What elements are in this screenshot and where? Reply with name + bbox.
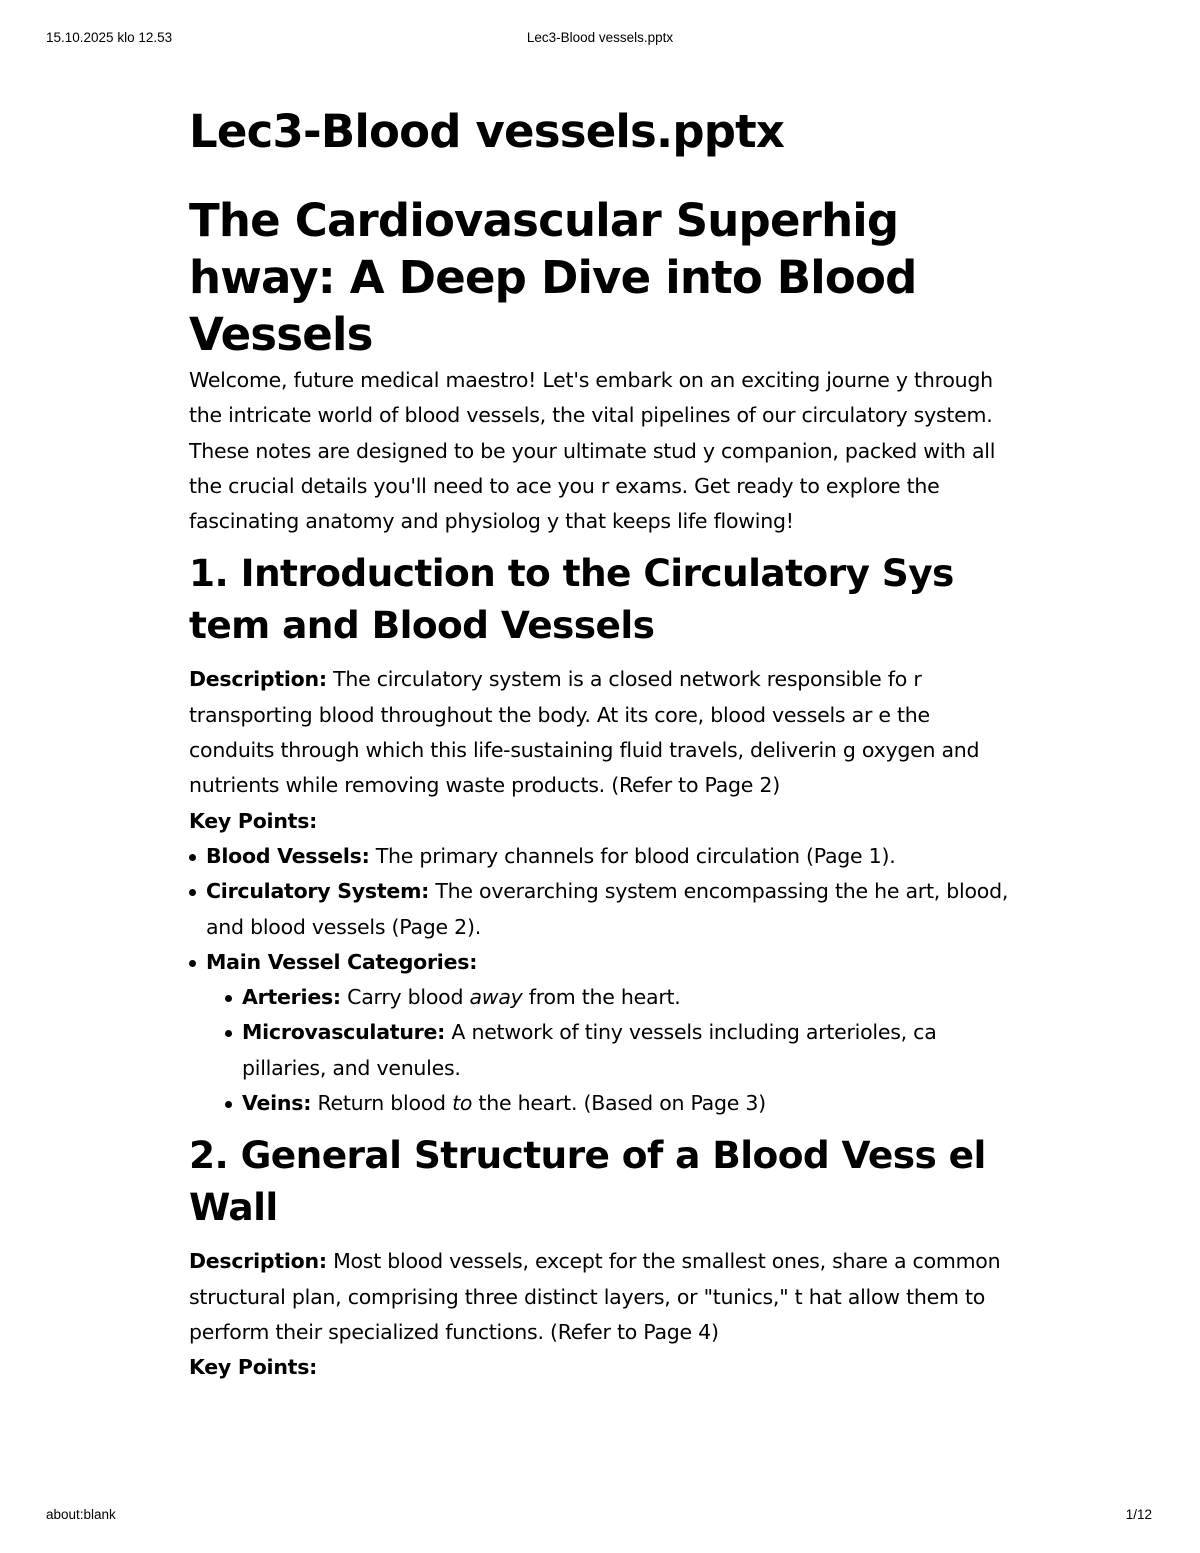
list-item [225, 980, 1019, 1015]
print-header [0, 30, 1200, 50]
section-2-body [189, 1244, 1019, 1385]
description-text: Most blood vessels, except for the smallest ones, share a common structural plan, comprising three distinct layers, or "tunics," t hat allow them to perform their specialized functions. (Refer to Page 4) [189, 1249, 1001, 1344]
print-url: about:blank [46, 1507, 116, 1522]
bullet-icon [225, 1030, 232, 1037]
key-points-label: Key Points: [189, 1355, 318, 1380]
list-item-label: Veins: [242, 1091, 312, 1116]
bullet-icon [225, 1101, 232, 1108]
bullet-icon [189, 889, 196, 896]
description-label: Description: [189, 1249, 327, 1274]
list-item [225, 1086, 1019, 1121]
emphasis-text: away [469, 985, 523, 1010]
document-page [189, 100, 1019, 1386]
list-item-text: the heart. (Based on Page 3) [472, 1091, 766, 1116]
list-item-label: Microvasculature: [242, 1020, 446, 1045]
key-points-label: Key Points: [189, 808, 318, 833]
list-item-text: The overarching system encompassing the he art, blood, and blood vessels (Page 2). [206, 879, 1009, 939]
vessel-categories-list [225, 980, 1019, 1121]
list-item-text: from the heart. [522, 985, 681, 1010]
list-item-text: Carry blood [340, 985, 470, 1010]
main-heading: The Cardiovascular Superhig hway: A Deep Dive into Blood Vessels [189, 194, 917, 361]
list-item [189, 839, 1019, 874]
list-item [189, 945, 1019, 1121]
list-item-label: Blood Vessels: [206, 843, 370, 868]
list-item [189, 874, 1019, 945]
intro-paragraph: Welcome, future medical maestro! Let's embark on an exciting journe y through the intricate world of blood vessels, the vital pipelines of our circulatory system. These notes are designed to be your ultimate stud y companion, packed with all the crucial details you'll need to ace you r exams. Get ready to explore the fascinating anatomy and physiolog y that keeps life flowing! [189, 368, 996, 534]
list-item-label: Arteries: [242, 985, 341, 1010]
section-1-description [189, 662, 1019, 803]
list-item-text: The primary channels for blood circulation (Page 1). [369, 843, 896, 868]
section-2-heading: 2. General Structure of a Blood Vess el Wall [189, 1133, 986, 1230]
list-item [225, 1015, 1019, 1086]
section-1-heading: 1. Introduction to the Circulatory Sys tem and Blood Vessels [189, 551, 954, 648]
description-text: The circulatory system is a closed network responsible fo r transporting blood throughout the body. At its core, blood vessels ar e the conduits through which this life-sustaining fluid travels, deliverin g oxygen and nutrients while removing waste products. (Refer to Page 2) [189, 667, 980, 798]
list-item-text: A network of tiny vessels including arterioles, ca pillaries, and venules. [242, 1020, 937, 1080]
list-item-label: Main Vessel Categories: [206, 949, 478, 974]
key-points-list [189, 839, 1019, 1121]
list-item-label: Circulatory System: [206, 879, 430, 904]
section-2-description [189, 1244, 1019, 1350]
description-label: Description: [189, 667, 327, 692]
document-title: Lec3-Blood vessels.pptx [189, 105, 785, 158]
page-counter: 1/12 [1125, 1507, 1152, 1522]
section-1-body [189, 662, 1019, 1121]
list-item-text: Return blood [311, 1091, 453, 1116]
print-footer [0, 1507, 1200, 1527]
bullet-icon [189, 854, 196, 861]
print-datetime: 15.10.2025 klo 12.53 [46, 30, 173, 45]
print-doc-title: Lec3-Blood vessels.pptx [526, 30, 674, 45]
emphasis-text: to [452, 1091, 473, 1116]
bullet-icon [225, 995, 232, 1002]
bullet-icon [189, 960, 196, 967]
